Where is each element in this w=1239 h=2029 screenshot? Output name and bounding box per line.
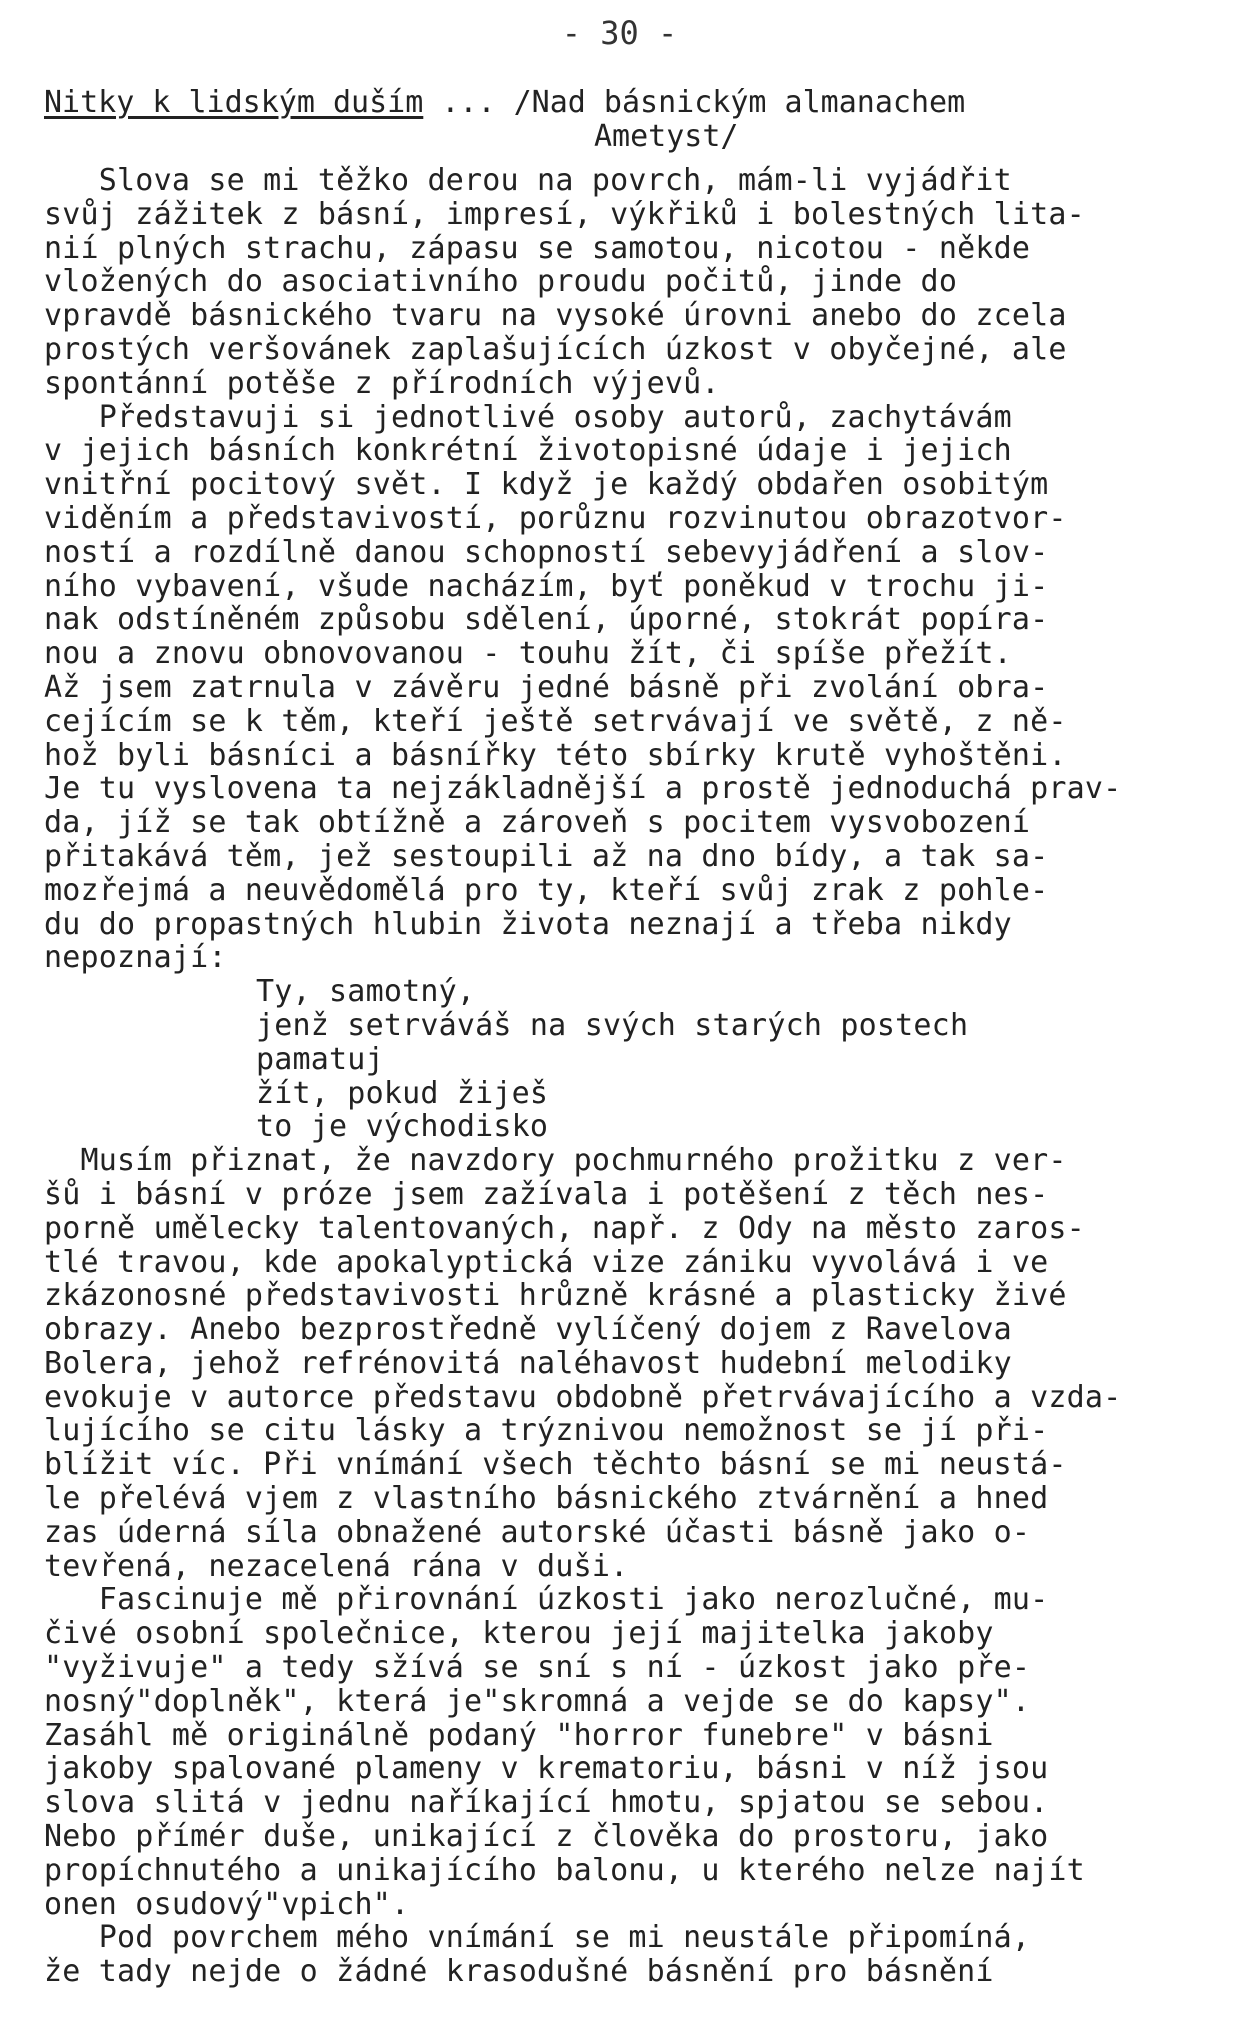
- text-line: nepoznají:: [44, 940, 227, 976]
- text-line: lujícího se citu lásky a trýznivou nemožnost se jí při-: [44, 1413, 1049, 1449]
- article-title: [44, 86, 1204, 154]
- text-line: tlé travou, kde apokalyptická vize zániku vyvolává i ve: [44, 1244, 1049, 1280]
- verse-line: to je východisko: [256, 1109, 549, 1145]
- text-line: čivé osobní společnice, kterou její majitelka jakoby: [44, 1616, 994, 1652]
- text-line: v jejich básních konkrétní životopisné údaje i jejich: [44, 433, 1012, 469]
- text-line: svůj zážitek z básní, impresí, výkřiků i bolestných lita-: [44, 196, 1085, 232]
- text-line: ností a rozdílně danou schopností sebevyjádření a slov-: [44, 534, 1049, 570]
- text-line: "vyživuje" a tedy sžívá se sní s ní - úzkost jako pře-: [44, 1650, 1031, 1686]
- text-line: mozřejmá a neuvědomělá pro ty, kteří svůj zrak z pohle-: [44, 872, 1049, 908]
- text-line: blížit víc. Při vnímání všech těchto básní se mi neustá-: [44, 1447, 1067, 1483]
- text-line: ního vybavení, všude nacházím, byť poněkud v trochu ji-: [44, 568, 1049, 604]
- text-line: Zasáhl mě originálně podaný "horror funebre" v básni: [44, 1717, 994, 1753]
- verse-line: jenž setrváváš na svých starých postech: [256, 1007, 969, 1043]
- text-line: da, jíž se tak obtížně a zároveň s pocitem vysvobození: [44, 805, 1031, 841]
- text-line: Pod povrchem mého vnímání se mi neustále připomíná,: [44, 1920, 1031, 1956]
- text-line: vložených do asociativního proudu počitů, jinde do: [44, 264, 958, 300]
- text-line: hož byli básníci a básnířky této sbírky krutě vyhoštěni.: [44, 737, 1067, 773]
- text-line: Až jsem zatrnula v závěru jedné básně při zvolání obra-: [44, 669, 1049, 705]
- text-line: obrazy. Anebo bezprostředně vylíčený dojem z Ravelova: [44, 1312, 1012, 1348]
- text-line: Nebo přímér duše, unikající z člověka do prostoru, jako: [44, 1819, 1049, 1855]
- text-line: Fascinuje mě přirovnání úzkosti jako nerozlučné, mu-: [44, 1582, 1049, 1618]
- text-line: že tady nejde o žádné krasodušné básnění pro básnění: [44, 1954, 994, 1990]
- text-line: nií plných strachu, zápasu se samotou, nicotou - někde: [44, 230, 1031, 266]
- text-line: nosný"doplněk", která je"skromná a vejde se do kapsy".: [44, 1683, 1031, 1719]
- text-line: tevřená, nezacelená rána v duši.: [44, 1548, 629, 1584]
- verse-line: žít, pokud žiješ: [256, 1075, 549, 1111]
- text-line: Musím přiznat, že navzdory pochmurného prožitku z ver-: [44, 1143, 1067, 1179]
- title-underlined: Nitky k lidským duším: [44, 85, 424, 120]
- text-line: vnitřní pocitový svět. I když je každý obdařen osobitým: [44, 467, 1049, 503]
- text-line: zkázonosné představivosti hrůzně krásné a plasticky živé: [44, 1278, 1067, 1314]
- page-number: - 30 -: [561, 14, 678, 52]
- text-line: nak odstíněném způsobu sdělení, úporné, stokrát popíra-: [44, 602, 1049, 638]
- text-line: le přelévá vjem z vlastního básnického ztvárnění a hned: [44, 1481, 1049, 1517]
- text-line: zas úderná síla obnažené autorské účasti básně jako o-: [44, 1514, 1031, 1550]
- text-line: prostých veršovánek zaplašujících úzkost v obyčejné, ale: [44, 331, 1067, 367]
- verse-line: pamatuj: [256, 1041, 384, 1077]
- title-rest: ... /Nad básnickým almanachem: [423, 85, 966, 120]
- text-line: nou a znovu obnovovanou - touhu žít, či spíše přežít.: [44, 636, 1012, 672]
- text-line: slova slitá v jednu naříkající hmotu, spjatou se sebou.: [44, 1785, 1049, 1821]
- text-line: porně umělecky talentovaných, např. z Ody na město zaros-: [44, 1210, 1085, 1246]
- text-line: cejícím se k těm, kteří ještě setrvávají ve světě, z ně-: [44, 703, 1067, 739]
- text-line: Je tu vyslovena ta nejzákladnější a prostě jednoduchá prav-: [44, 771, 1122, 807]
- text-line: viděním a představivostí, porůznu rozvinutou obrazotvor-: [44, 500, 1067, 536]
- text-line: propíchnutého a unikajícího balonu, u kterého nelze najít: [44, 1852, 1085, 1888]
- verse-line: Ty, samotný,: [256, 974, 476, 1010]
- body-text: [44, 164, 1214, 1989]
- text-line: evokuje v autorce představu obdobně přetrvávajícího a vzda-: [44, 1379, 1122, 1415]
- title-line-2: Ametyst/: [594, 119, 739, 154]
- text-line: přitakává těm, jež sestoupili až na dno bídy, a tak sa-: [44, 838, 1049, 874]
- text-line: spontánní potěše z přírodních výjevů.: [44, 365, 720, 401]
- text-line: Bolera, jehož refrénovitá naléhavost hudební melodiky: [44, 1345, 1012, 1381]
- text-line: vpravdě básnického tvaru na vysoké úrovni anebo do zcela: [44, 298, 1067, 334]
- text-line: Představuji si jednotlivé osoby autorů, zachytávám: [44, 399, 1012, 435]
- text-line: onen osudový"vpich".: [44, 1886, 410, 1922]
- text-line: Slova se mi těžko derou na povrch, mám-li vyjádřit: [44, 163, 1012, 198]
- text-line: du do propastných hlubin života neznají a třeba nikdy: [44, 906, 1012, 942]
- text-line: jakoby spalované plameny v krematoriu, básni v níž jsou: [44, 1751, 1049, 1787]
- text-line: šů i básní v próze jsem zažívala i potěšení z těch nes-: [44, 1176, 1049, 1212]
